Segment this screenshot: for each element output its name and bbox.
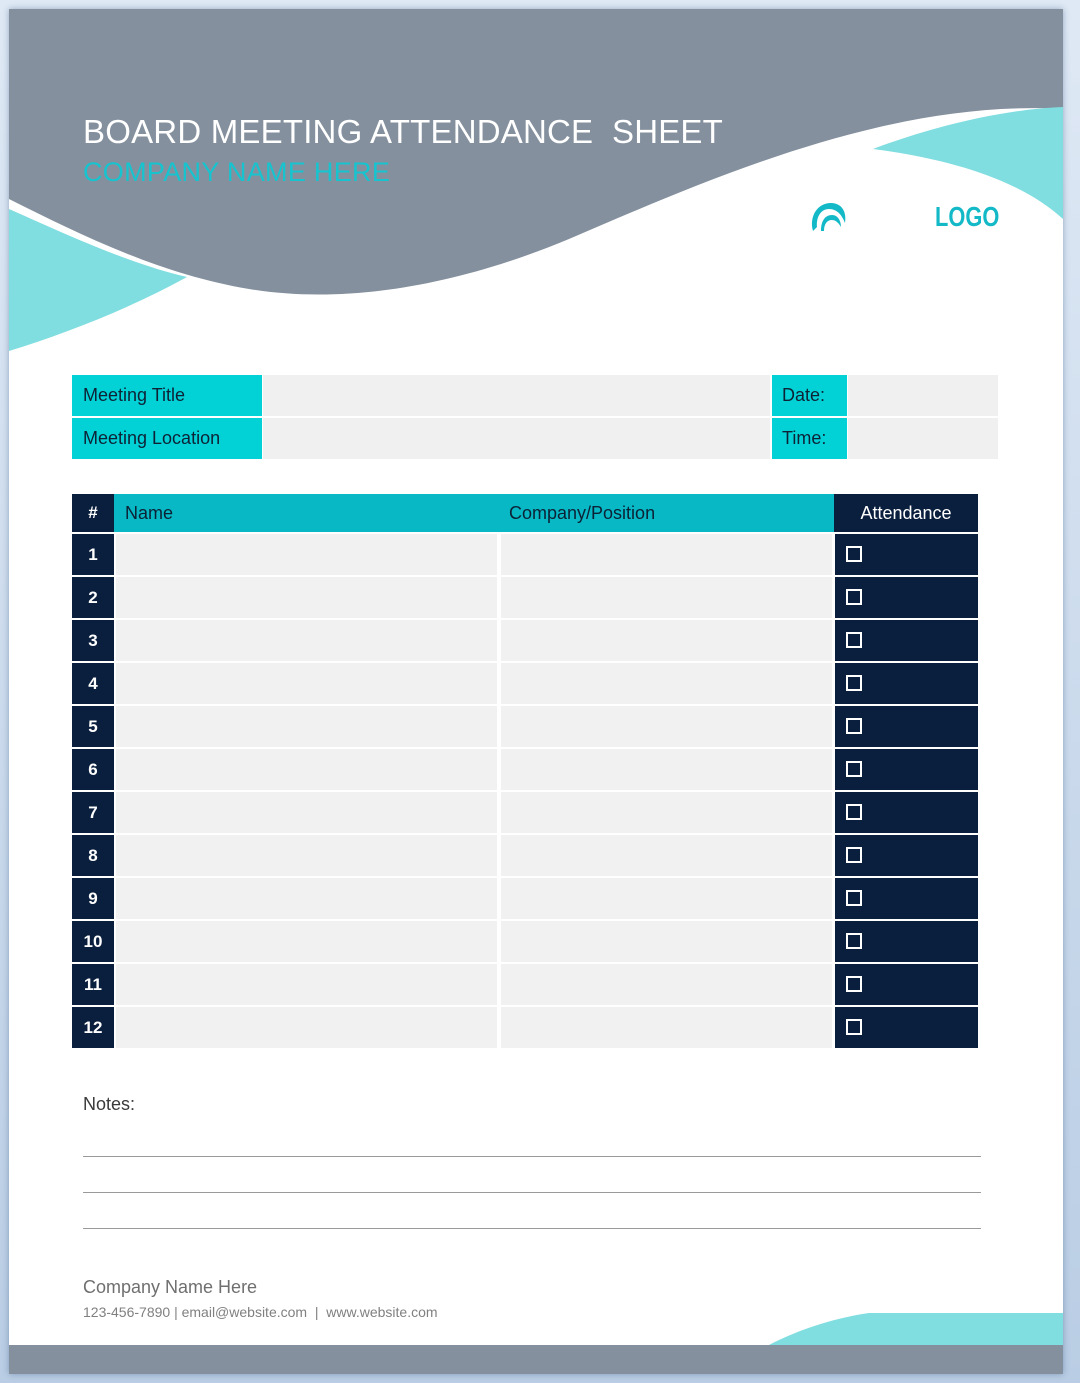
attendance-table-header — [72, 494, 978, 532]
meeting-title-label: Meeting Title — [72, 375, 262, 416]
attendance-rows — [72, 534, 978, 1048]
attendance-cell — [835, 749, 978, 790]
meeting-location-field[interactable] — [263, 418, 770, 459]
table-row — [72, 663, 978, 704]
meeting-info-table — [72, 375, 998, 461]
company-name-subtitle: COMPANY NAME HERE — [83, 157, 391, 187]
attendance-checkbox[interactable] — [846, 589, 862, 605]
attendance-sheet-page — [9, 9, 1063, 1374]
attendance-cell — [835, 534, 978, 575]
notes-line[interactable] — [83, 1192, 981, 1193]
attendance-cell — [835, 921, 978, 962]
row-number: 3 — [72, 620, 114, 661]
row-number: 10 — [72, 921, 114, 962]
table-row — [72, 964, 978, 1005]
company-position-cell[interactable] — [501, 706, 832, 747]
footer-band-graphic — [9, 1309, 1063, 1374]
row-number: 7 — [72, 792, 114, 833]
meeting-location-row — [72, 418, 998, 459]
name-cell[interactable] — [116, 792, 497, 833]
name-cell[interactable] — [116, 964, 497, 1005]
row-number: 8 — [72, 835, 114, 876]
company-position-column-header: Company/Position — [509, 503, 656, 523]
footer-company-name: Company Name Here — [83, 1277, 258, 1297]
company-position-cell[interactable] — [501, 663, 832, 704]
name-cell[interactable] — [116, 577, 497, 618]
name-cell[interactable] — [116, 878, 497, 919]
attendance-cell — [835, 835, 978, 876]
table-row — [72, 620, 978, 661]
notes-label: Notes: — [83, 1094, 136, 1114]
company-position-cell[interactable] — [501, 620, 832, 661]
meeting-title-row — [72, 375, 998, 416]
attendance-checkbox[interactable] — [846, 804, 862, 820]
date-field[interactable] — [848, 375, 998, 416]
company-position-cell[interactable] — [501, 749, 832, 790]
name-cell[interactable] — [116, 749, 497, 790]
notes-line[interactable] — [83, 1228, 981, 1229]
company-position-cell[interactable] — [501, 964, 832, 1005]
attendance-cell — [835, 964, 978, 1005]
attendance-cell — [835, 577, 978, 618]
row-number: 2 — [72, 577, 114, 618]
row-number: 11 — [72, 964, 114, 1005]
attendance-cell — [835, 792, 978, 833]
swoosh-logo-icon — [807, 197, 851, 241]
number-column-header: # — [72, 494, 114, 532]
name-cell[interactable] — [116, 534, 497, 575]
attendance-table — [72, 494, 978, 1048]
attendance-cell — [835, 706, 978, 747]
name-cell[interactable] — [116, 620, 497, 661]
notes-line[interactable] — [83, 1156, 981, 1157]
table-row — [72, 1007, 978, 1048]
row-number: 4 — [72, 663, 114, 704]
table-row — [72, 878, 978, 919]
row-number: 9 — [72, 878, 114, 919]
table-row — [72, 706, 978, 747]
table-row — [72, 534, 978, 575]
attendance-column-header: Attendance — [834, 494, 978, 532]
attendance-checkbox[interactable] — [846, 675, 862, 691]
attendance-cell — [835, 1007, 978, 1048]
name-cell[interactable] — [116, 835, 497, 876]
meeting-location-label: Meeting Location — [72, 418, 262, 459]
company-position-cell[interactable] — [501, 1007, 832, 1048]
time-label: Time: — [772, 418, 847, 459]
attendance-cell — [835, 663, 978, 704]
table-row — [72, 921, 978, 962]
logo-placeholder-text: LOGO — [935, 201, 1000, 232]
company-position-cell[interactable] — [501, 835, 832, 876]
name-cell[interactable] — [116, 1007, 497, 1048]
name-company-header-band — [114, 494, 834, 532]
row-number: 6 — [72, 749, 114, 790]
row-number: 5 — [72, 706, 114, 747]
time-field[interactable] — [848, 418, 998, 459]
attendance-checkbox[interactable] — [846, 890, 862, 906]
name-cell[interactable] — [116, 921, 497, 962]
date-label: Date: — [772, 375, 847, 416]
attendance-checkbox[interactable] — [846, 632, 862, 648]
attendance-checkbox[interactable] — [846, 847, 862, 863]
attendance-checkbox[interactable] — [846, 933, 862, 949]
attendance-checkbox[interactable] — [846, 1019, 862, 1035]
attendance-cell — [835, 878, 978, 919]
name-cell[interactable] — [116, 663, 497, 704]
header-wave-graphic — [9, 9, 1063, 369]
attendance-checkbox[interactable] — [846, 761, 862, 777]
company-position-cell[interactable] — [501, 878, 832, 919]
attendance-cell — [835, 620, 978, 661]
table-row — [72, 577, 978, 618]
company-position-cell[interactable] — [501, 921, 832, 962]
row-number: 12 — [72, 1007, 114, 1048]
company-position-cell[interactable] — [501, 577, 832, 618]
table-row — [72, 792, 978, 833]
table-row — [72, 835, 978, 876]
attendance-checkbox[interactable] — [846, 718, 862, 734]
company-position-cell[interactable] — [501, 792, 832, 833]
footer-contact-info: 123-456-7890 | email@website.com | www.website.com — [83, 1304, 438, 1320]
company-position-cell[interactable] — [501, 534, 832, 575]
row-number: 1 — [72, 534, 114, 575]
attendance-checkbox[interactable] — [846, 546, 862, 562]
name-column-header: Name — [125, 503, 174, 523]
table-row — [72, 749, 978, 790]
meeting-title-field[interactable] — [263, 375, 770, 416]
attendance-checkbox[interactable] — [846, 976, 862, 992]
document-title: BOARD MEETING ATTENDANCE SHEET — [83, 113, 723, 150]
name-cell[interactable] — [116, 706, 497, 747]
